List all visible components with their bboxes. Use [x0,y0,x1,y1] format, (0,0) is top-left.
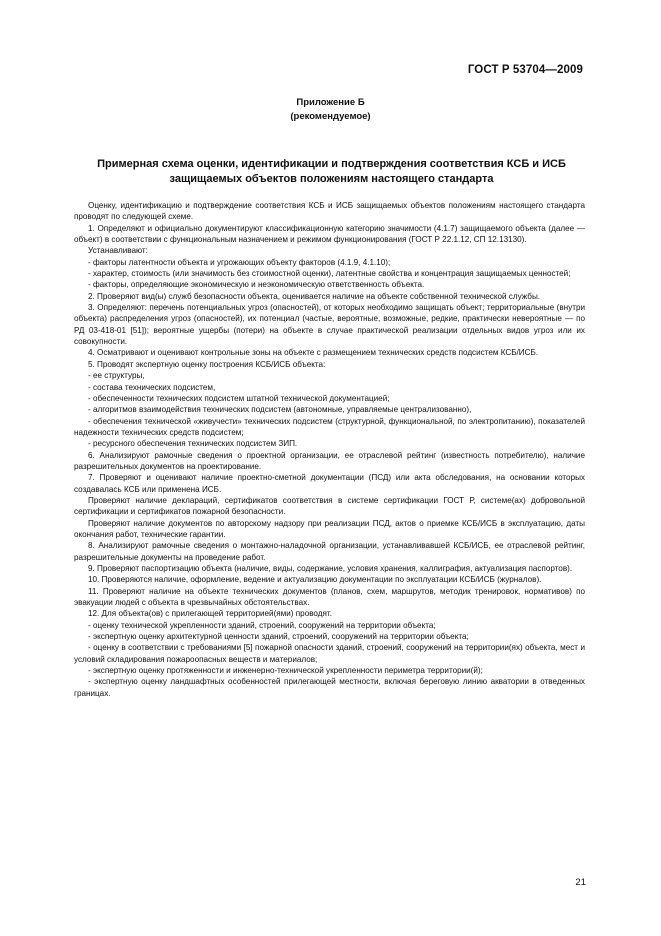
paragraph: Проверяют наличие деклараций, сертификатов соответствия в системе сертификации ГОСТ Р, системе(ах) добровольной сертификации и сертификатов пожарной безопасности. [74,495,585,517]
list-item: - ресурсного обеспечения технических подсистем ЗИП. [88,439,298,449]
list-item: - экспертную оценку архитектурной ценности зданий, строений, сооружений на территории объекта; [88,632,469,642]
standard-header: ГОСТ Р 53704—2009 [467,64,583,76]
paragraph: 10. Проверяются наличие, оформление, ведение и актуализацию документации по эксплуатации КСБ/ИСБ (журналов). [88,575,542,585]
list-item: - факторы латентности объекта и угрожающих объекту факторов (4.1.9, 4.1.10); [88,257,391,267]
paragraph: 11. Проверяют наличие на объекте технических документов (планов, схем, маршрутов, методик тренировок, нормативов) по эвакуации людей с объекта в чрезвычайных обстоятельствах. [74,586,585,608]
list-item: - ее структуры, [88,371,145,381]
list-item: - экспертную оценку ландшафтных особенностей прилегающей местности, включая береговую линию акватории в отведенных границах. [74,677,585,698]
paragraph: Устанавливают: [88,246,148,256]
paragraph: 9. Проверяют паспортизацию объекта (наличие, виды, содержание, условия хранения, каллиграфия, актуализация паспортов). [88,564,573,573]
list-item: - алгоритмов взаимодействия технических подсистем (автономные, управляемые централизованно), [88,405,472,415]
paragraph: 3. Определяют: перечень потенциальных угроз (опасностей), от которых необходимо защищать объект; территориальные (внутри объекта) распределения угроз (опасностей), их потенциал (частые, вероятные, возможные, редкие, практически невероятные — по РД 03-418-01 [51]); вероятные ущербы (потери) на объекте в случае практической реализации отдельных видов угроз или их совокупности. [74,303,585,347]
page-number: 21 [575,877,586,888]
appendix-status: (рекомендуемое) [290,111,371,122]
paragraph: Проверяют наличие документов по авторскому надзору при реализации ПСД, актов о приемке КСБ/ИСБ в эксплуатацию, даты окончания работ, технические гарантии. [74,518,585,539]
paragraph: 5. Проводят экспертную оценку построения КСБ/ИСБ объекта: [88,359,326,369]
paragraph: 7. Проверяют и оценивают наличие проектно-сметной документации (ПСД) или акта обследования, на основании которых создавалась КСБ или применена ИСБ. [74,473,585,494]
list-item: - обеспеченности технических подсистем штатной технической документацией; [88,393,390,403]
body-text [74,200,585,699]
appendix-heading [0,96,661,124]
paragraph: 4. Осматривают и оценивают контрольные зоны на объекте с размещением технических средств подсистем КСБ/ИСБ. [88,348,539,358]
paragraph: 12. Для объекта(ов) с прилегающей территорией(ями) проводят. [88,609,332,619]
paragraph: Оценку, идентификацию и подтверждение соответствия КСБ и ИСБ защищаемых объектов положениям настоящего стандарта проводят по следующей схеме. [74,201,585,222]
list-item: - факторы, определяющие экономическую и неэкономическую ответственность объекта. [88,280,425,290]
paragraph: 1. Определяют и официально документируют классификационную категорию значимости (4.1.7) защищаемого объекта (далее — объект) в соответствии с функциональным назначением и режимом функционирования (ГОСТ Р 22.1.12, СП 12.13130). [74,223,585,245]
list-item: - оценку технической укрепленности зданий, строений, сооружений на территории объекта; [88,620,436,630]
appendix-label: Приложение Б [296,97,365,108]
list-item: - состава технических подсистем, [88,382,216,392]
list-item: - экспертную оценку протяженности и инженерно-технической укрепленности периметра территории(й); [88,666,483,676]
list-item: - характер, стоимость (или значимость без стоимостной оценки), латентные свойства и концентрация защищаемых ценностей; [88,269,571,279]
section-title: Примерная схема оценки, идентификации и подтверждения соответствия КСБ и ИСБ защищаемых объектов положениям настоящего стандарта [97,158,566,185]
paragraph: 6. Анализируют рамочные сведения о проектной организации, ее отраслевой рейтинг (известность потребителю), наличие разрешительных документов на проектирование. [74,450,585,471]
list-item: - оценку в соответствии с требованиями [5] пожарной опасности зданий, строений, сооружений на территории(ях) объекта, мест и условий складирования пожароопасных веществ и материалов; [74,643,585,664]
paragraph: 8. Анализируют рамочные сведения о монтажно-наладочной организации, устанавливавшей КСБ/ИСБ, ее отраслевой рейтинг, разрешительные документы на проведение работ. [74,541,585,562]
list-item: - обеспечения технической «живучести» технических подсистем (структурной, функциональной, по электропитанию), показателей надежности технических средств подсистем; [74,416,585,437]
paragraph: 2. Проверяют вид(ы) служб безопасности объекта, оценивается наличие на объекте собственной технической службы. [88,291,541,301]
